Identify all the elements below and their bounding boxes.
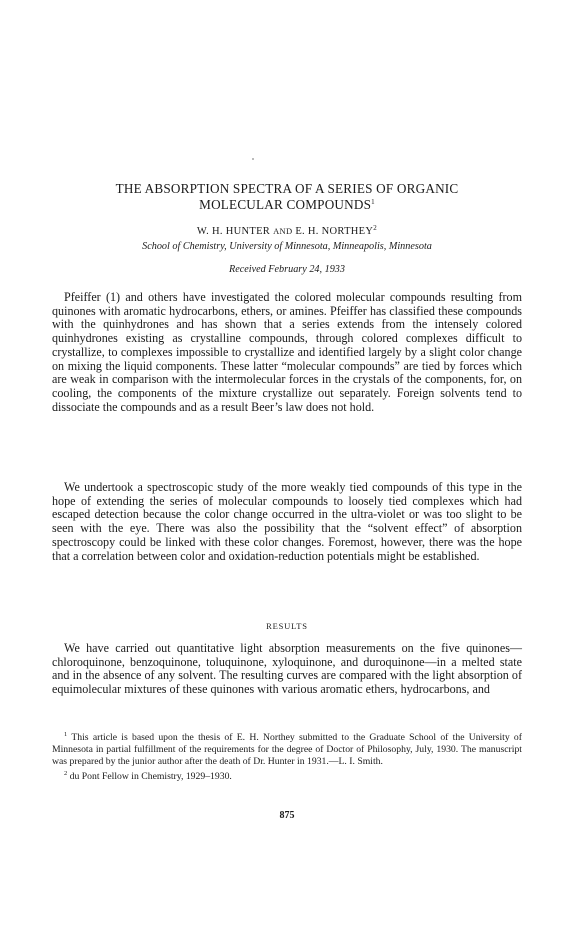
author-conjunction: AND: [273, 226, 293, 236]
footnote-2-mark: 2: [64, 770, 68, 777]
author-line: [52, 224, 522, 237]
title-footnote-mark: 1: [371, 197, 375, 206]
paragraph-study: [52, 481, 522, 563]
title-line-2: [52, 196, 522, 212]
journal-page: [52, 0, 522, 948]
footnotes: [52, 729, 522, 783]
footnote-1-mark: 1: [64, 731, 68, 738]
author-2: E. H. NORTHEY: [295, 226, 374, 237]
paragraph-2-text: We undertook a spectroscopic study of the more weakly tied compounds of this type in the hope of extending the series of molecular compounds to loosely tied complexes which had escaped detection because the color change occurred in the ultra-violet or was too slight to be seen with the eye. There was also the possibility that the “solvent effect” of absorption spectroscopy could be linked with these color changes. Foremost, however, there was the hope that a correlation between color and oxidation-reduction potentials might be established.: [52, 480, 522, 563]
paragraph-1-text: Pfeiffer (1) and others have investigated the colored molecular compounds resulting from quinones with aromatic hydrocarbons, ethers, or amines. Pfeiffer has classified these compounds with the quinhydrones and has shown that a series extends from the intensely colored quinhydrones existing as crystalline compounds, through colored complexes difficult to crystallize, to complexes impossible to crystallize and identified largely by a slight color change on mixing the liquid components. These latter “molecular compounds” are tied by forces which are weak in comparison with the intermolecular forces in the crystals of the components, for, on cooling, the components of the mixture crystallize out separately. Foreign solvents tend to dissociate the compounds and as a result Beer’s law does not hold.: [52, 290, 522, 414]
paragraph-3-text: We have carried out quantitative light absorption measurements on the five quinones—chloroquinone, benzoquinone, toluquinone, xyloquinone, and duroquinone—in a melted state and in the absence of any solvent. The resulting curves are compared with the light absorption of equimolecular mixtures of these quinones with various aromatic ethers, hydrocarbons, and: [52, 641, 522, 697]
author-2-footnote-mark: 2: [373, 224, 378, 232]
title-line-1: THE ABSORPTION SPECTRA OF A SERIES OF ORGANIC: [115, 181, 459, 196]
affiliation: School of Chemistry, University of Minnesota, Minneapolis, Minnesota: [142, 241, 432, 252]
paragraph-intro: [52, 291, 522, 414]
footnote-2-text: du Pont Fellow in Chemistry, 1929–1930.: [69, 771, 232, 782]
scan-mark: [252, 158, 254, 160]
received-date: Received February 24, 1933: [229, 264, 345, 275]
footnote-1-text: This article is based upon the thesis of E. H. Northey submitted to the Graduate School of the University of Minnesota in partial fulfillment of the requirements for the degree of Doctor of Philosophy, July, 1930. The manuscript was prepared by the junior author after the death of Dr. Hunter in 1931.—L. I. Smith.: [52, 732, 522, 767]
author-1: W. H. HUNTER: [196, 226, 271, 237]
title-line-2-text: MOLECULAR COMPOUNDS: [199, 196, 372, 212]
footnote-1: [52, 729, 522, 768]
page-number: 875: [279, 810, 295, 821]
paragraph-results: [52, 642, 522, 697]
article-title: [52, 182, 522, 211]
section-heading-results: RESULTS: [266, 621, 308, 631]
footnote-2: [52, 768, 522, 783]
